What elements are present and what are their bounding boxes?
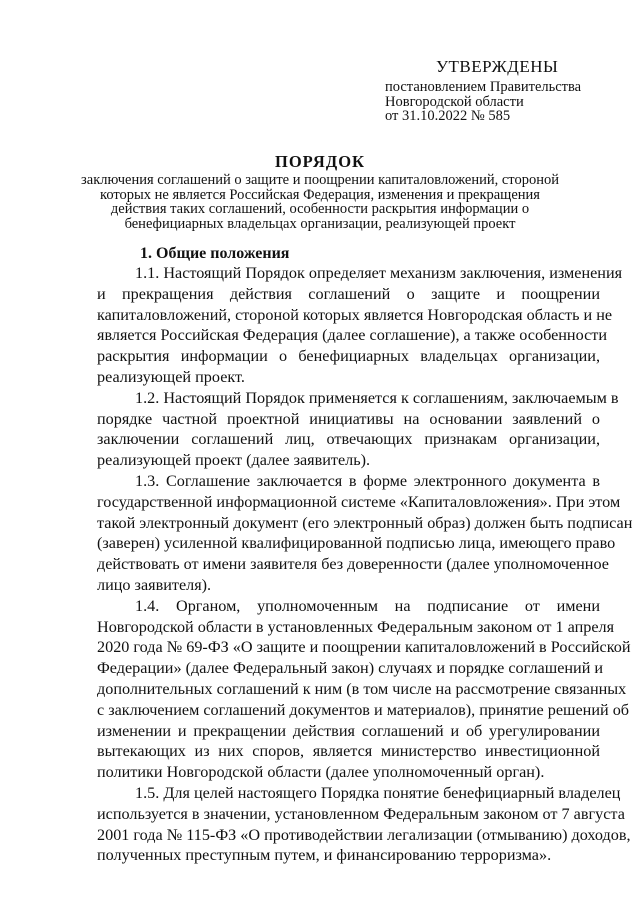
paragraph-1-3-line: действовать от имени заявителя без доверенности (далее уполномоченное [97,555,609,574]
paragraph-1-1-line: и прекращения действия соглашений о защите и поощрении [97,284,600,303]
paragraph-1-1-line: 1.1. Настоящий Порядок определяет механизм заключения, изменения [135,264,623,282]
paragraph-1-1-line: является Российская Федерация (далее соглашение), а также особенности [97,326,608,345]
approval-line: постановлением Правительства [385,79,582,95]
subtitle-line: бенефициарных владельцах организации, реализующей проект [124,215,516,232]
paragraph-1-4-line: политики Новгородской области (далее уполномоченный орган). [97,763,545,782]
paragraph-1-2-line: реализующей проект (далее заявитель). [97,451,371,470]
paragraph-1-3-line: (заверен) усиленной квалифицированной подписью лица, имеющего право [97,534,616,553]
approval-stamp-heading: УТВЕРЖДЕНЫ [436,57,559,76]
paragraph-1-4-line: дополнительных соглашений к ним (в том числе на рассмотрение связанных [97,679,627,698]
subtitle-line: которых не является Российская Федерация, изменения и прекращения [100,186,540,203]
approval-line: Новгородской области [385,93,524,110]
subtitle-line: заключения соглашений о защите и поощрении капиталовложений, стороной [81,172,559,188]
paragraph-1-1-line: раскрытия информации о бенефициарных владельцах организации, [97,347,600,366]
paragraph-1-5-line: 2001 года № 115-ФЗ «О противодействии легализации (отмыванию) доходов, [97,825,631,844]
paragraph-1-4-line: Новгородской области в установленных Федеральным законом от 1 апреля [97,617,615,636]
approval-details [385,80,581,124]
paragraph-1-5-line: 1.5. Для целей настоящего Порядка понятие бенефициарный владелец [135,783,621,802]
paragraph-1-3-line: 1.3. Соглашение заключается в форме электронного документа в [135,471,600,490]
paragraph-1-4-line: изменении и прекращении действия соглашений и об урегулировании [97,721,600,740]
paragraph-1-4-line: 1.4. Органом, уполномоченным на подписание от имени [135,596,600,615]
subtitle-line: действия таких соглашений, особенности раскрытия информации о [110,201,530,217]
document-subtitle [80,173,560,231]
paragraph-1-4-line: вытекающих из них споров, является министерство инвестиционной [97,742,600,761]
paragraph-1-1-line: реализующей проект. [97,367,245,386]
paragraph-1-2-line: заключении соглашений лиц, отвечающих признакам организации, [97,430,600,449]
document-title: ПОРЯДОК [275,152,365,171]
paragraph-1-4-line: с заключением соглашений документов и материалов), принятие решений об [97,700,630,719]
document-body [97,263,633,866]
paragraph-1-2-line: порядке частной проектной инициативы на основании заявлений о [97,409,600,428]
paragraph-1-5-line: полученных преступным путем, и финансированию терроризма». [97,846,552,865]
paragraph-1-4-line: Федерации» (далее Федеральный закон) случаях и порядке соглашений и [97,659,604,678]
paragraph-1-3-line: такой электронный документ (его электронный образ) должен быть подписан [97,513,633,532]
paragraph-1-3-line: лицо заявителя). [97,575,212,594]
section-heading: 1. Общие положения [140,245,290,262]
paragraph-1-4-line: 2020 года № 69-ФЗ «О защите и поощрении капиталовложений в Российской [97,638,631,657]
paragraph-1-5-line: используется в значении, установленном Федеральным законом от 7 августа [97,804,625,823]
paragraph-1-1-line: капиталовложений, стороной которых является Новгородская область и не [97,305,613,324]
paragraph-1-2-line: 1.2. Настоящий Порядок применяется к соглашениям, заключаемым в [135,388,619,407]
approval-line: от 31.10.2022 № 585 [385,108,511,124]
paragraph-1-3-line: государственной информационной системе «Капиталовложения». При этом [97,492,621,511]
